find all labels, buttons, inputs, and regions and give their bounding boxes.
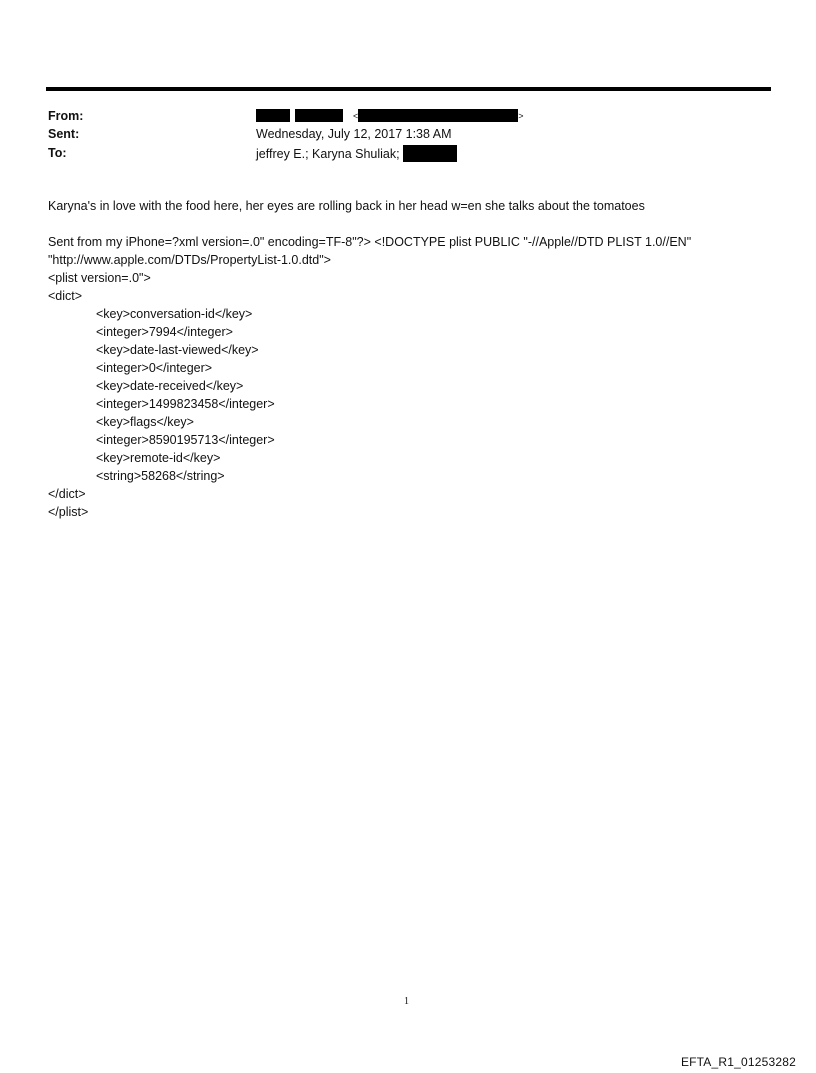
plist-entry: <key>date-last-viewed</key> bbox=[96, 343, 259, 357]
redaction-box bbox=[403, 145, 457, 162]
sent-label: Sent: bbox=[48, 127, 80, 141]
plist-entry: <key>conversation-id</key> bbox=[96, 307, 253, 321]
plist-entry: <integer>1499823458</integer> bbox=[96, 397, 275, 411]
plist-entry: <key>date-received</key> bbox=[96, 379, 244, 393]
page-number: 1 bbox=[404, 996, 409, 1007]
message-line: Karyna's in love with the food here, her eyes are rolling back in her head w=en she talks about the tomatoes bbox=[48, 199, 645, 213]
plist-entry: <integer>8590195713</integer> bbox=[96, 433, 275, 447]
plist-entry: <string>58268</string> bbox=[96, 469, 225, 483]
bates-number: EFTA_R1_01253282 bbox=[680, 1055, 796, 1069]
plist-open: <plist version=.0"> bbox=[48, 271, 151, 285]
redaction-box bbox=[295, 109, 343, 122]
to-label: To: bbox=[48, 146, 67, 160]
plist-entry: <key>flags</key> bbox=[96, 415, 194, 429]
from-angle-open: < bbox=[352, 111, 359, 121]
from-angle-close: > bbox=[518, 111, 524, 121]
message-body bbox=[48, 233, 691, 521]
signature-line: Sent from my iPhone=?xml version=.0" encoding=TF-8"?> <!DOCTYPE plist PUBLIC "-//Apple//DTD PLIST 1.0//EN" bbox=[48, 235, 692, 249]
dtd-line: "http://www.apple.com/DTDs/PropertyList-1.0.dtd"> bbox=[48, 253, 331, 267]
sent-value: Wednesday, July 12, 2017 1:38 AM bbox=[256, 127, 452, 141]
dict-open: <dict> bbox=[48, 289, 83, 303]
redaction-box bbox=[256, 109, 290, 122]
plist-entry: <integer>7994</integer> bbox=[96, 325, 233, 339]
dict-close: </dict> bbox=[48, 487, 86, 501]
plist-entry: <key>remote-id</key> bbox=[96, 451, 221, 465]
from-value bbox=[256, 108, 524, 124]
to-recipients: jeffrey E.; Karyna Shuliak; bbox=[256, 147, 400, 161]
to-value bbox=[256, 145, 457, 162]
from-label: From: bbox=[48, 109, 84, 123]
plist-close: </plist> bbox=[48, 505, 89, 519]
redaction-box bbox=[358, 109, 518, 122]
plist-entry: <integer>0</integer> bbox=[96, 361, 213, 375]
header-divider bbox=[46, 87, 771, 91]
